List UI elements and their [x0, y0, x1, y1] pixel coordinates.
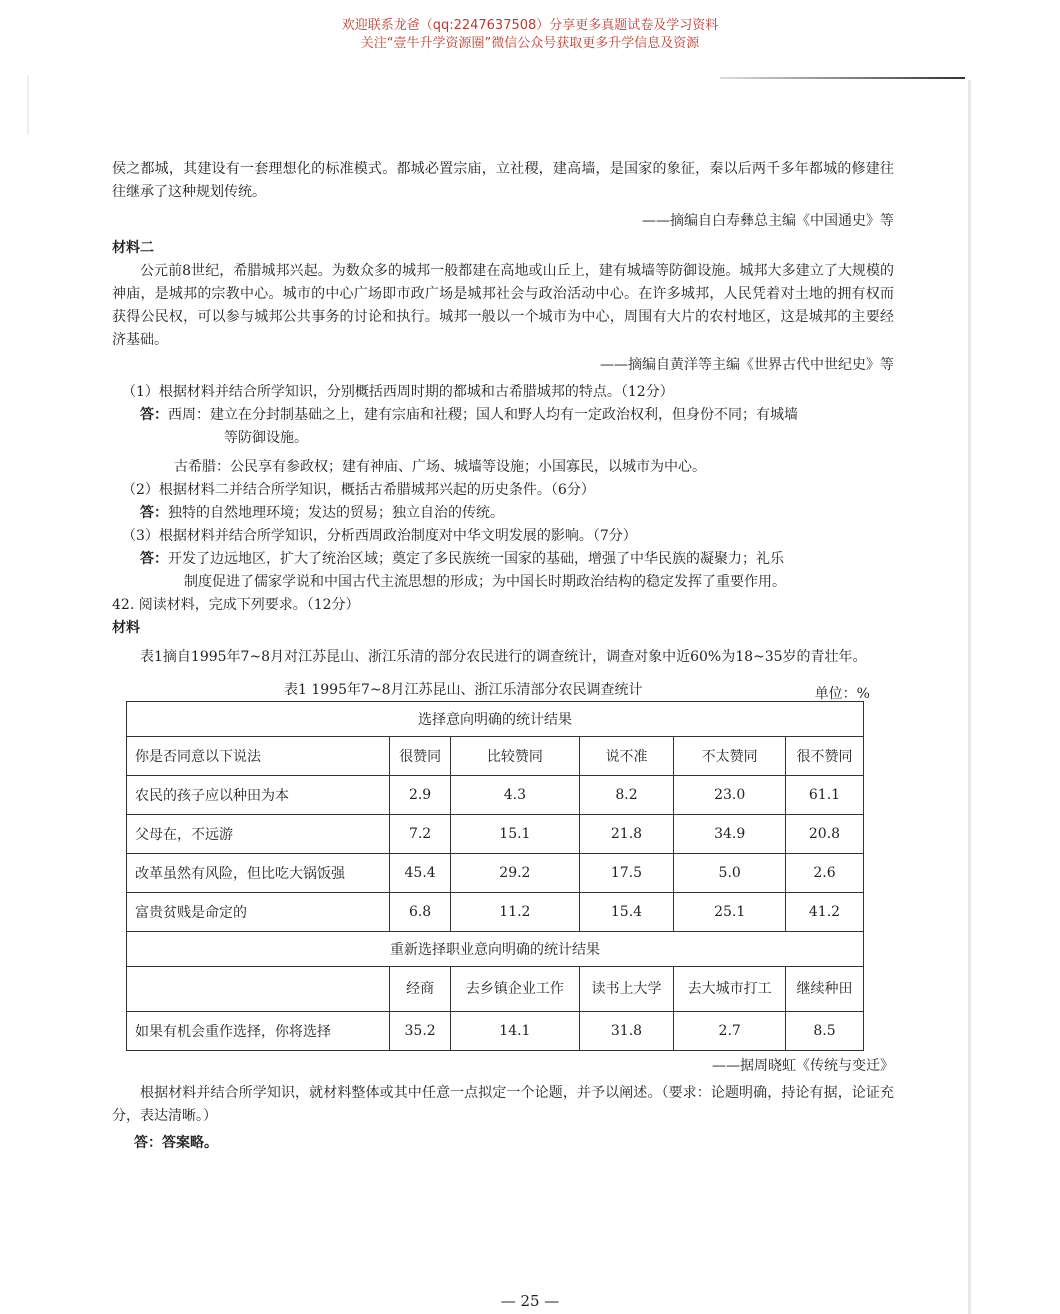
table-cell: 11.2 — [451, 893, 579, 932]
answer-label: 答： — [140, 407, 168, 423]
answer-label: 答： — [134, 1135, 162, 1151]
table-row — [127, 1012, 864, 1051]
material1-source: ——摘编自白寿彝总主编《中国通史》等 — [642, 213, 894, 229]
header-cell: 比较赞同 — [451, 737, 579, 776]
watermark-line-2: 关注“壹牛升学资源圈”微信公众号获取更多升学信息及资源 — [360, 36, 700, 51]
material1-text: 侯之都城，其建设有一套理想化的标准模式。都城必置宗庙，立社稷，建高墙，是国家的象征，秦以后两千多年都城的修建往往继承了这种规划传统。 — [112, 161, 894, 200]
watermark — [0, 17, 1060, 53]
answer-2-text: 独特的自然地理环境；发达的贸易；独立自治的传统。 — [168, 505, 504, 521]
table-row — [127, 815, 864, 854]
table-cell: 7.2 — [390, 815, 451, 854]
answer-42-text: 答案略。 — [162, 1135, 218, 1151]
page-number: — 25 — — [500, 1292, 560, 1310]
table-cell: 23.0 — [674, 776, 786, 815]
answer-3-cont: 制度促进了儒家学说和中国古代主流思想的形成；为中国长时期政治结构的稳定发挥了重要作用。 — [184, 574, 786, 590]
answer-1-part2: 古希腊：公民享有参政权；建有神庙、广场、城墙等设施；小国寡民，以城市为中心。 — [174, 459, 706, 475]
table-source: ——据周晓虹《传统与变迁》 — [712, 1058, 894, 1074]
header-cell: 继续种田 — [785, 967, 863, 1012]
table-cell: 41.2 — [785, 893, 863, 932]
table-cell: 2.6 — [785, 854, 863, 893]
header-cell: 很不赞同 — [785, 737, 863, 776]
header-cell: 你是否同意以下说法 — [127, 737, 390, 776]
table-cell: 21.8 — [579, 815, 674, 854]
table-cell: 15.4 — [579, 893, 674, 932]
table-cell: 17.5 — [579, 854, 674, 893]
header-rule — [720, 77, 965, 79]
table-cell: 35.2 — [390, 1012, 451, 1051]
row-label: 农民的孩子应以种田为本 — [127, 776, 390, 815]
table-cell: 45.4 — [390, 854, 451, 893]
material2-source: ——摘编自黄洋等主编《世界古代中世纪史》等 — [600, 357, 894, 373]
table-cell: 8.5 — [785, 1012, 863, 1051]
header-cell: 很赞同 — [390, 737, 451, 776]
table-cell: 15.1 — [451, 815, 579, 854]
table-caption: 表1 1995年7~8月江苏昆山、浙江乐清部分农民调查统计 — [284, 682, 643, 698]
section1-title: 选择意向明确的统计结果 — [127, 702, 864, 737]
material2-heading: 材料二 — [112, 240, 154, 256]
question-42-task: 根据材料并结合所学知识，就材料整体或其中任意一点拟定一个论题，并予以阐述。（要求：论题明确，持论有据，论证充分，表达清晰。） — [112, 1085, 894, 1124]
section2-title-row — [127, 932, 864, 967]
page-content — [112, 158, 894, 1155]
table-cell: 25.1 — [674, 893, 786, 932]
answer-1-part1-cont: 等防御设施。 — [224, 430, 308, 446]
question-1: （1）根据材料并结合所学知识，分别概括西周时期的都城和古希腊城邦的特点。（12分） — [122, 384, 674, 400]
material2-text: 公元前8世纪，希腊城邦兴起。为数众多的城邦一般都建在高地或山丘上，建有城墙等防御设施。城邦大多建立了大规模的神庙，是城邦的宗教中心。城市的中心广场即市政广场是城邦社会与政治活动中心。在许多城邦，人民凭着对土地的拥有权而获得公民权，可以参与城邦公共事务的讨论和执行。城邦一般以一个城市为中心，周围有大片的农村地区，这是城邦的主要经济基础。 — [112, 263, 894, 348]
answer-2 — [140, 502, 894, 525]
page-edge — [968, 80, 971, 1314]
header-cell: 去大城市打工 — [674, 967, 786, 1012]
header-cell: 读书上大学 — [579, 967, 674, 1012]
row-label: 如果有机会重作选择，你将选择 — [127, 1012, 390, 1051]
table-cell: 61.1 — [785, 776, 863, 815]
answer-label: 答： — [140, 551, 168, 567]
survey-table — [126, 701, 864, 1051]
row-label: 父母在，不远游 — [127, 815, 390, 854]
question-2: （2）根据材料二并结合所学知识，概括古希腊城邦兴起的历史条件。（6分） — [122, 482, 595, 498]
question-3: （3）根据材料并结合所学知识，分析西周政治制度对中华文明发展的影响。（7分） — [122, 528, 637, 544]
table-cell: 2.7 — [674, 1012, 786, 1051]
table-cell: 4.3 — [451, 776, 579, 815]
section2-title: 重新选择职业意向明确的统计结果 — [127, 932, 864, 967]
header-cell: 去乡镇企业工作 — [451, 967, 579, 1012]
answer-1-part1: 建立在分封制基础之上，建有宗庙和社稷；国人和野人均有一定政治权利，但身份不同；有城墙 — [210, 407, 798, 423]
table-cell: 31.8 — [579, 1012, 674, 1051]
header-cell: 不太赞同 — [674, 737, 786, 776]
section2-header-row — [127, 967, 864, 1012]
answer-3-text: 开发了边远地区，扩大了统治区域；奠定了多民族统一国家的基础，增强了中华民族的凝聚力；礼乐 — [168, 551, 784, 567]
header-cell: 说不准 — [579, 737, 674, 776]
answer-1 — [140, 404, 894, 427]
section1-header-row — [127, 737, 864, 776]
question-42-title: 42. 阅读材料，完成下列要求。（12分） — [112, 597, 360, 613]
question-42-material-heading: 材料 — [112, 620, 140, 636]
header-cell: 经商 — [390, 967, 451, 1012]
answer-42 — [134, 1132, 894, 1155]
answer-1-part1-label: 西周： — [168, 407, 210, 423]
table-cell: 2.9 — [390, 776, 451, 815]
header-cell — [127, 967, 390, 1012]
answer-label: 答： — [140, 505, 168, 521]
table-caption-row — [112, 677, 894, 701]
row-label: 改革虽然有风险，但比吃大锅饭强 — [127, 854, 390, 893]
row-label: 富贵贫贱是命定的 — [127, 893, 390, 932]
page-edge-left — [27, 75, 29, 135]
table-cell: 29.2 — [451, 854, 579, 893]
table-cell: 8.2 — [579, 776, 674, 815]
table-unit: 单位：% — [814, 686, 870, 702]
table-row — [127, 776, 864, 815]
table-cell: 6.8 — [390, 893, 451, 932]
answer-3 — [140, 548, 894, 571]
table-cell: 34.9 — [674, 815, 786, 854]
section1-title-row — [127, 702, 864, 737]
watermark-line-1: 欢迎联系龙爸（qq:2247637508）分享更多真题试卷及学习资料 — [341, 18, 719, 33]
table-row — [127, 854, 864, 893]
table-cell: 20.8 — [785, 815, 863, 854]
table-cell: 14.1 — [451, 1012, 579, 1051]
question-42-intro: 表1摘自1995年7~8月对江苏昆山、浙江乐清的部分农民进行的调查统计，调查对象中近60%为18~35岁的青壮年。 — [140, 649, 867, 665]
table-row — [127, 893, 864, 932]
table-cell: 5.0 — [674, 854, 786, 893]
